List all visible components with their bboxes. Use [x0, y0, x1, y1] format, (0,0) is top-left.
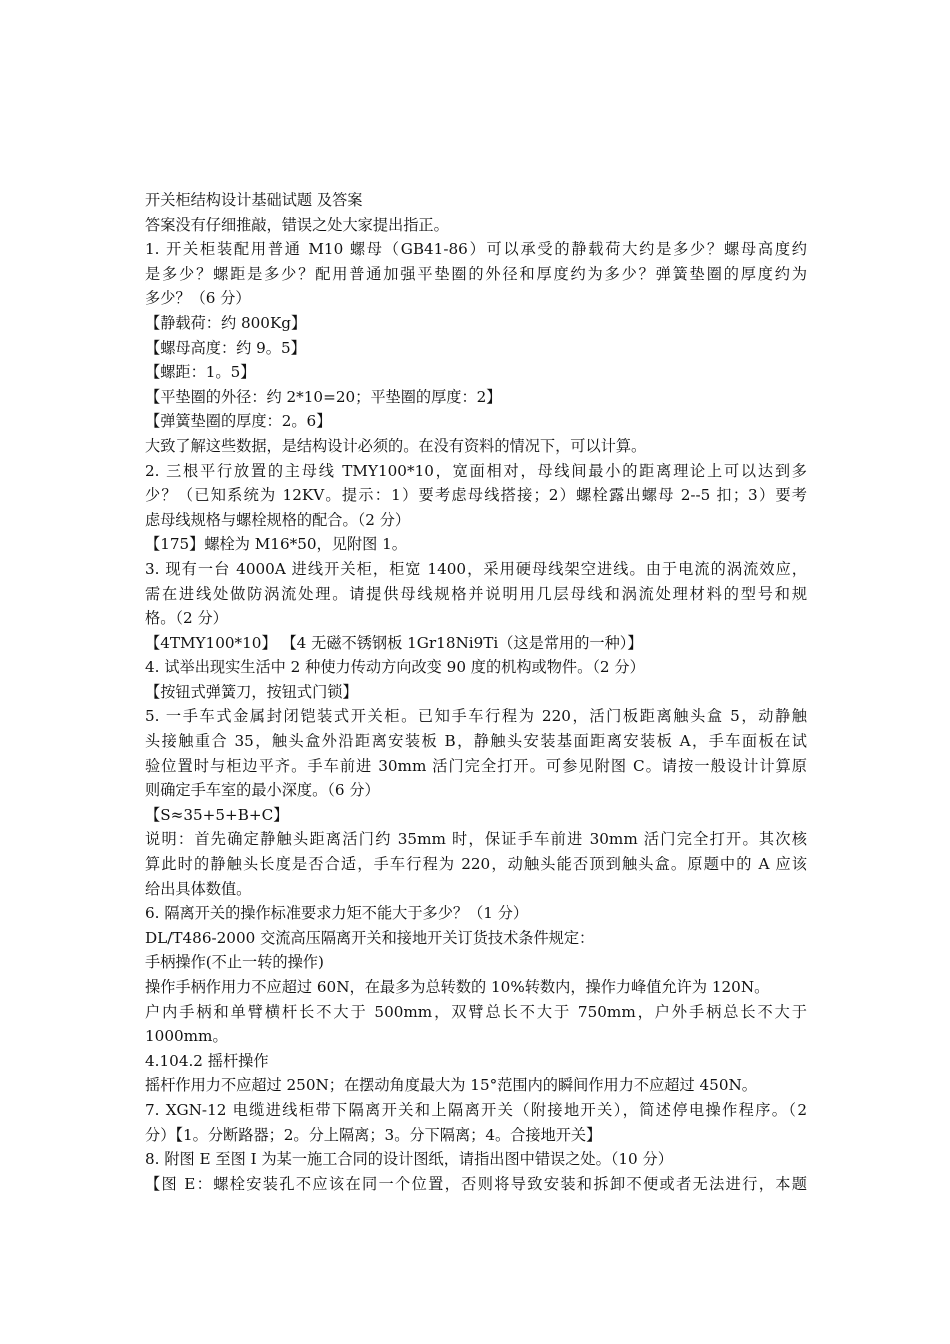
text-line: 格。（2 分） [145, 609, 228, 628]
text-line: 说明：首先确定静触头距离活门约 35mm 时，保证手车前进 30mm 活门完全打开。其次核 [145, 830, 807, 849]
text-line: 1000mm。 [145, 1027, 228, 1046]
text-line: 【4TMY100*10】 【4 无磁不锈钢板 1Gr18Ni9Ti（这是常用的一种）】 [145, 633, 643, 652]
text-line: 户内手柄和单臂横杆长不大于 500mm，双臂总长不大于 750mm，户外手柄总长不大于 [145, 1002, 807, 1021]
text-line: 头接触重合 35，触头盒外沿距离安装板 B，静触头安装基面距离安装板 A，手车面板在试 [145, 732, 807, 751]
text-line: 则确定手车室的最小深度。（6 分） [145, 781, 380, 800]
text-line: 【静载荷：约 800Kg】 [145, 313, 307, 332]
text-line: 验位置时与柜边平齐。手车前进 30mm 活门完全打开。可参见附图 C。请按一般设计计算原 [145, 756, 807, 775]
text-line: 4.104.2 摇杆操作 [145, 1051, 269, 1070]
text-line: 3. 现有一台 4000A 进线开关柜，柜宽 1400，采用硬母线架空进线。由于电流的涡流效应， [145, 559, 807, 578]
text-line: 答案没有仔细推敲，错误之处大家提出指正。 [145, 215, 449, 234]
text-line: 【按钮式弹簧刀，按钮式门锁】 [145, 682, 358, 701]
text-line: 手柄操作(不止一转的操作) [145, 953, 324, 972]
text-line: 6. 隔离开关的操作标准要求力矩不能大于多少？（1 分） [145, 904, 529, 923]
text-line: 操作手柄作用力不应超过 60N，在最多为总转数的 10%转数内，操作力峰值允许为 120N。 [145, 978, 770, 996]
text-line: 需在进线处做防涡流处理。请提供母线规格并说明用几层母线和涡流处理材料的型号和规 [145, 584, 807, 603]
text-line: DL/T486-2000 交流高压隔离开关和接地开关订货技术条件规定： [145, 928, 595, 947]
text-line: 少？（已知系统为 12KV。提示：1）要考虑母线搭接；2）螺栓露出螺母 2--5 扣；3）要考 [145, 486, 807, 505]
text-line: 4. 试举出现实生活中 2 种使力传动方向改变 90 度的机构或物件。（2 分） [145, 658, 645, 677]
text-line: 给出具体数值。 [145, 879, 252, 898]
text-line: 【图 E：螺栓安装孔不应该在同一个位置，否则将导致安装和拆卸不便或者无法进行，本题 [145, 1174, 807, 1193]
text-line: 【螺母高度：约 9。5】 [145, 338, 306, 357]
text-line: 算此时的静触头长度是否合适，手车行程为 220，动触头能否顶到触头盒。原题中的 A 应该 [145, 855, 807, 874]
text-line: 摇杆作用力不应超过 250N；在摆动角度最大为 15°范围内的瞬间作用力不应超过 450N。 [145, 1076, 757, 1095]
text-line: 【S≈35+5+B+C】 [145, 805, 289, 824]
text-line: 分）【1。分断路器；2。分上隔离；3。分下隔离；4。合接地开关】 [145, 1125, 602, 1144]
text-line: 【175】螺栓为 M16*50，见附图 1。 [145, 535, 407, 554]
text-line: 8. 附图 E 至图 I 为某一施工合同的设计图纸，请指出图中错误之处。（10 分） [145, 1150, 673, 1169]
text-line: 【螺距：1。5】 [145, 363, 256, 382]
text-line: 7. XGN-12 电缆进线柜带下隔离开关和上隔离开关（附接地开关），简述停电操作程序。（2 [145, 1100, 807, 1119]
text-line: 1. 开关柜装配用普通 M10 螺母（GB41-86）可以承受的静载荷大约是多少？螺母高度约 [145, 240, 807, 259]
text-line: 是多少？螺距是多少？配用普通加强平垫圈的外径和厚度约为多少？弹簧垫圈的厚度约为 [145, 264, 807, 283]
text-line: 2. 三根平行放置的主母线 TMY100*10，宽面相对，母线间最小的距离理论上可以达到多 [145, 461, 807, 480]
text-line: 【弹簧垫圈的厚度：2。6】 [145, 412, 332, 431]
text-line: 5. 一手车式金属封闭铠装式开关柜。已知手车行程为 220，活门板距离触头盒 5，动静触 [145, 707, 807, 726]
text-line: 【平垫圈的外径：约 2*10=20；平垫圈的厚度：2】 [145, 387, 502, 406]
text-line: 开关柜结构设计基础试题 及答案 [145, 191, 363, 209]
text-line: 虑母线规格与螺栓规格的配合。（2 分） [145, 510, 411, 529]
text-line: 大致了解这些数据，是结构设计必须的。在没有资料的情况下，可以计算。 [145, 436, 647, 455]
document-body [145, 188, 807, 1196]
text-line: 多少？（6 分） [145, 289, 251, 308]
